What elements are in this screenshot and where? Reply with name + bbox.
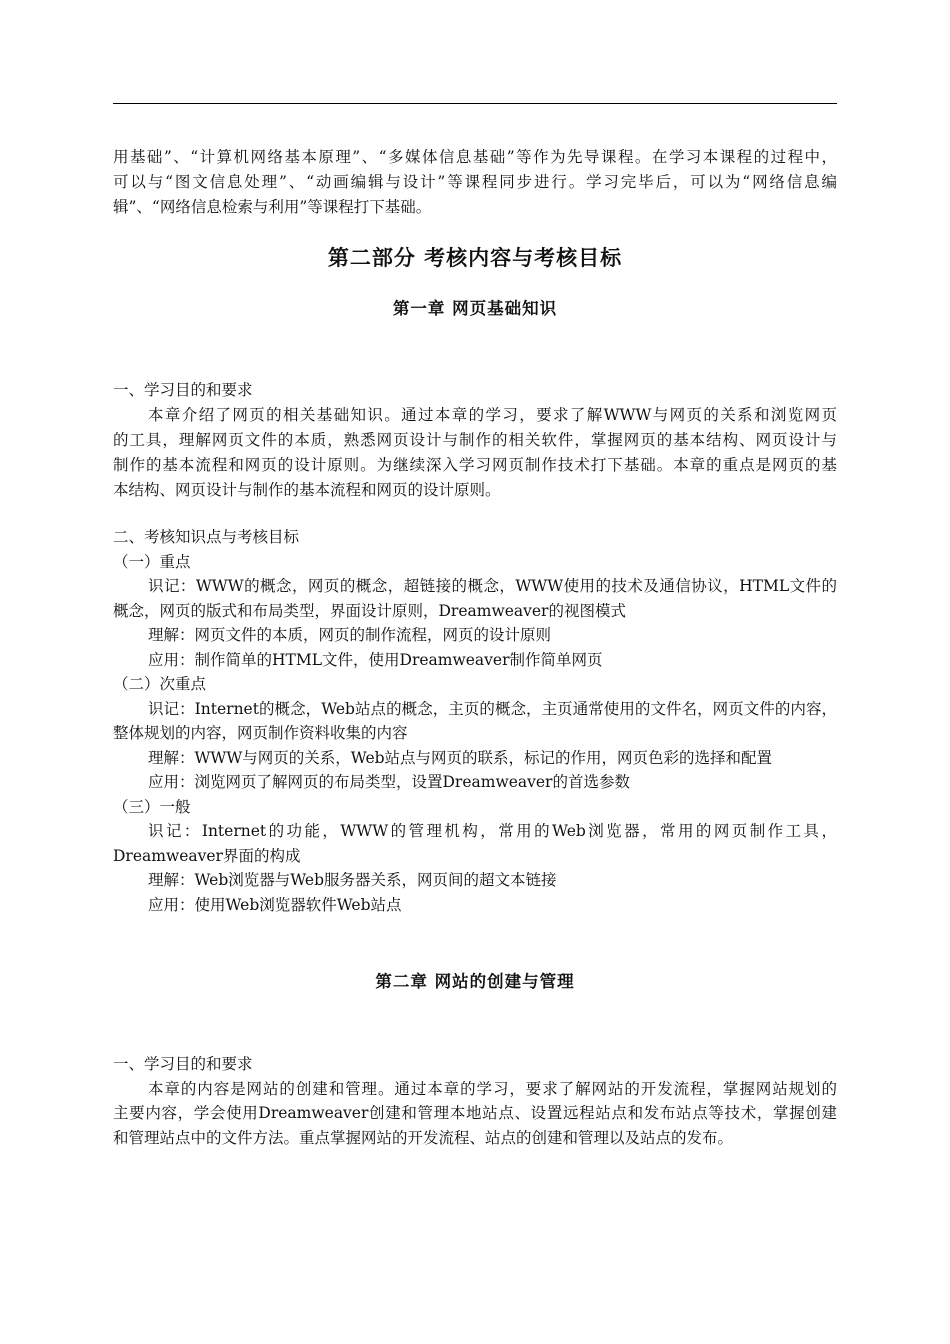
chapter2-title: 第二章 网站的创建与管理 [375, 972, 575, 991]
paragraph-line: 本结构、网页设计与制作的基本流程和网页的设计原则。 [113, 481, 501, 499]
recall-line: 识记：Internet的功能，WWW的管理机构，常用的Web浏览器，常用的网页制作工具， [148, 822, 837, 840]
paragraph-line: 本章的内容是网站的创建和管理。通过本章的学习，要求了解网站的开发流程，掌握网站规划的 [148, 1080, 837, 1098]
understand-line: 理解：Web浏览器与Web服务器关系，网页间的超文本链接 [148, 871, 557, 889]
recall-line: 识记：Internet的概念，Web站点的概念，主页的概念，主页通常使用的文件名，网页文件的内容， [148, 700, 837, 718]
understand-line: 理解：网页文件的本质，网页的制作流程，网页的设计原则 [148, 626, 552, 644]
paragraph-line: 主要内容，学会使用Dreamweaver创建和管理本地站点、设置远程站点和发布站点等技术，掌握创建 [113, 1104, 837, 1122]
apply-line: 应用：制作简单的HTML文件，使用Dreamweaver制作简单网页 [148, 651, 603, 669]
recall-line: Dreamweaver界面的构成 [113, 847, 301, 865]
intro-line: 可以与“图文信息处理”、“动画编辑与设计”等课程同步进行。学习完毕后，可以为“网络信息编 [113, 173, 837, 191]
paragraph-line: 制作的基本流程和网页的设计原则。为继续深入学习网页制作技术打下基础。本章的重点是网页的基 [113, 456, 837, 474]
recall-line: 概念，网页的版式和布局类型，界面设计原则，Dreamweaver的视图模式 [113, 602, 626, 620]
section-heading: 二、考核知识点与考核目标 [113, 528, 300, 546]
section-heading: 一、学习目的和要求 [113, 1055, 253, 1073]
intro-line: 辑”、“网络信息检索与利用”等课程打下基础。 [113, 198, 432, 216]
subsection-heading: （二）次重点 [113, 675, 207, 693]
apply-line: 应用：浏览网页了解网页的布局类型，设置Dreamweaver的首选参数 [148, 773, 630, 791]
paragraph-line: 本章介绍了网页的相关基础知识。通过本章的学习，要求了解WWW与网页的关系和浏览网页 [148, 406, 837, 424]
intro-line: 用基础”、“计算机网络基本原理”、“多媒体信息基础”等作为先导课程。在学习本课程的过程中， [113, 148, 837, 166]
subsection-heading: （一）重点 [113, 553, 191, 571]
recall-line: 识记：WWW的概念，网页的概念，超链接的概念，WWW使用的技术及通信协议，HTML文件的 [148, 577, 837, 595]
recall-line: 整体规划的内容，网页制作资料收集的内容 [113, 724, 408, 742]
apply-line: 应用：使用Web浏览器软件Web站点 [148, 896, 402, 914]
section-heading: 一、学习目的和要求 [113, 381, 253, 399]
understand-line: 理解：WWW与网页的关系，Web站点与网页的联系，标记的作用，网页色彩的选择和配置 [148, 749, 773, 767]
paragraph-line: 和管理站点中的文件方法。重点掌握网站的开发流程、站点的创建和管理以及站点的发布。 [113, 1129, 734, 1147]
subsection-heading: （三）一般 [113, 798, 191, 816]
part-title: 第二部分 考核内容与考核目标 [327, 246, 623, 270]
paragraph-line: 的工具，理解网页文件的本质，熟悉网页设计与制作的相关软件，掌握网页的基本结构、网页设计与 [113, 431, 837, 449]
chapter1-title: 第一章 网页基础知识 [392, 299, 558, 318]
header-rule [113, 103, 837, 104]
